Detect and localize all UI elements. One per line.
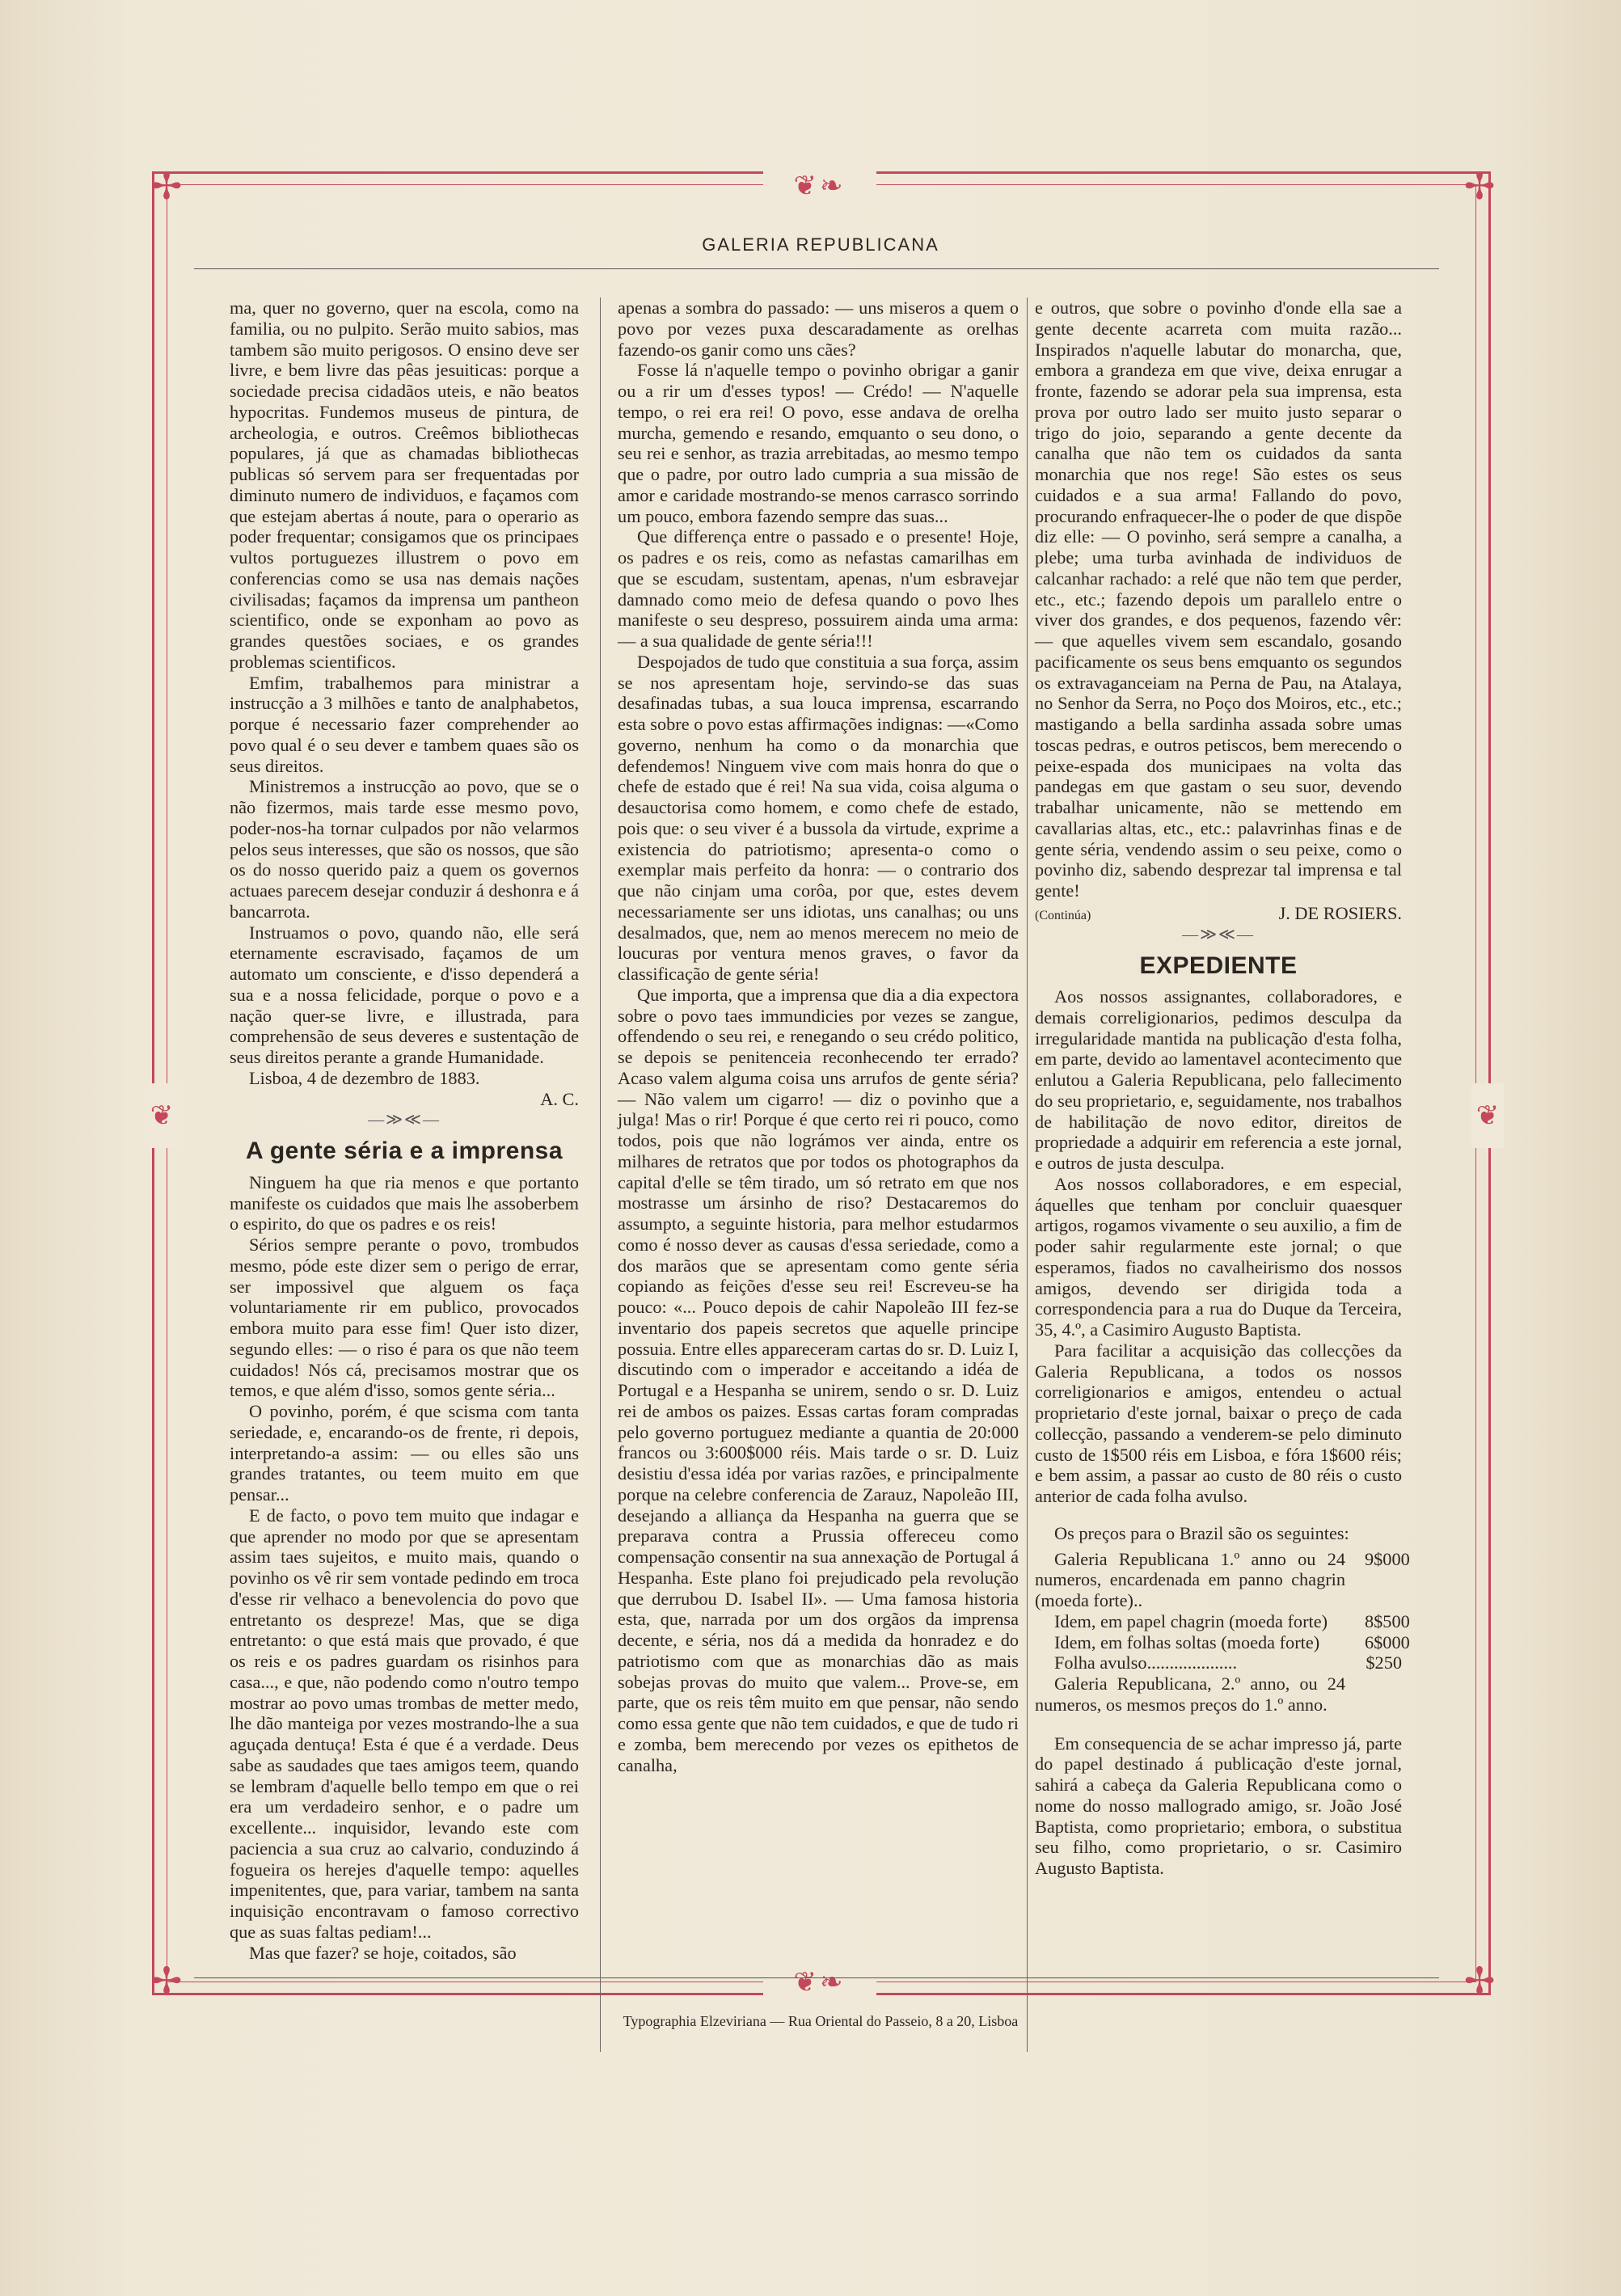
price-value: $250 xyxy=(1366,1652,1402,1673)
right-ornament-icon: ❦ xyxy=(1471,1083,1504,1148)
price-value: 9$000 xyxy=(1365,1548,1410,1569)
corner-ornament-icon: ✢ xyxy=(1463,1959,1496,2003)
paragraph: Ministremos a instrucção ao povo, que se o não fizermos, mais tarde esse mesmo povo, poder-nos-ha tornar culpados por não velarmos pelos seus interesses, que são os nossos, que são os do nosso querido paiz a quem os governos actuaes parecem desejar conduzir á deshonra e á bancarrota. xyxy=(230,776,579,922)
paragraph: Sérios sempre perante o povo, trombudos mesmo, póde este dizer sem o perigo de errar, ser impossivel que alguem os faça voluntariamente rir em publico, provocados embora muito para esse fim! Quer isto dizer, segundo elles: — o riso é para os que não teem cuidados! Nós cá, precisamos mostrar que os temos, e que além d'isso, somos gente séria... xyxy=(230,1235,579,1401)
continua-note: (Continúa) xyxy=(1035,908,1091,922)
bottom-ornament-icon: ❦❧ xyxy=(763,1966,876,1998)
corner-ornament-icon: ✢ xyxy=(150,1959,183,2003)
price-value: 8$500 xyxy=(1365,1610,1410,1631)
price-row xyxy=(1035,1631,1410,1653)
paragraph: Instruamos o povo, quando não, elle será eternamente escravisado, façamos de um automato um consciente, e d'isso dependerá a sua e a nossa felicidade, porque o povo e a nação quer-se livre, e illustrada, para comprehensão de seus deveres e sustentação de seus direitos perante a grande Humanidade. xyxy=(230,922,579,1067)
corner-ornament-icon: ✢ xyxy=(150,164,183,208)
corner-ornament-icon: ✢ xyxy=(1463,164,1496,208)
paragraph: Os preços para o Brazil são os seguintes: xyxy=(1054,1522,1349,1543)
paragraph: O povinho, porém, é que scisma com tanta seriedade, e, encarando-os de frente, ri depois, interpretando-a assim: — ou elles são uns grandes tratantes, ou teem muito em que pensar... xyxy=(230,1401,579,1505)
paragraph: Fosse lá n'aquelle tempo o povinho obrigar a ganir ou a rir um d'esses typos! — Crédo! — N'aquelle tempo, o rei era rei! O povo, esse andava de orelha murcha, gemendo e resando, emquanto o seu dono, o seu rei e senhor, as trazia arrebitadas, ao mesmo tempo que o padre, por outro lado cumpria a sua missão de amor e caridade mostrando-se menos carrasco sorrindo um pouco, embora fazendo sempre das suas... xyxy=(618,360,1019,526)
expediente-heading: EXPEDIENTE xyxy=(1139,952,1298,979)
article-end xyxy=(1035,903,1402,924)
paragraph: Que differença entre o passado e o presente! Hoje, os padres e os reis, como as nefastas camarilhas em que se escudam, sustentam, apenas, n'um esbravejar damnado como meio de defesa quando o povo lhes manifeste o seu despreso, possuirem ainda uma arma: — a sua qualidade de gente séria!!! xyxy=(618,526,1019,651)
paragraph: E de facto, o povo tem muito que indagar e que aprender no modo por que se apresentam assim taes sujeitos, e muito mais, quando o povinho os vê rir sem vontade pedindo em troca d'esse rir velhaco a benevolencia do povo que entretanto os despreze! Mas, que se diga entretanto: o que está mais que provado, é que os reis e os padres guardam os risinhos para casa..., e que, não podendo como n'outro tempo mostrar ao povo umas trombas de metter medo, lhe dão manteiga por vezes mostrando-lhe a sua aguçada dentuça! Esta é que é a verdade. Deus sabe as saudades que taes amigos teem, quando se lembram d'aquelle bello tempo em que o rei era um verdadeiro senhor, e o padre um excellente... inquisidor, levando este com paciencia a sua cruz ao calvario, conduzindo á fogueira os herejes d'aquelle tempo: aquelles impenitentes, que, para variar, tambem na santa inquisição encontravam o famoso correctivo que as suas faltas pediam!... xyxy=(230,1505,579,1942)
price-desc: Folha avulso.................... xyxy=(1054,1652,1238,1673)
paragraph: Para facilitar a acquisição das collecções da Galeria Republicana, a todos os nossos correligionarios e amigos, entendeu o actual proprietario d'este jornal, baixar o preço de cada collecção, passando a venderem-se pelo diminuto custo de 1$500 réis em Lisboa, e fóra 1$600 réis; e bem assim, a passar ao custo de 80 réis o custo anterior de cada folha avulso. xyxy=(1035,1340,1402,1507)
masthead: GALERIA REPUBLICANA xyxy=(702,234,939,255)
paragraph: Emfim, trabalhemos para ministrar a instrucção a 3 milhões e tanto de analphabetos, porque é necessario fazer comprehender ao povo qual é o seu dever e tambem quaes são os seus direitos. xyxy=(230,672,579,776)
paragraph: Ninguem ha que ria menos e que portanto manifeste os cuidados que mais lhe assoberbem o espirito, do que os padres e os reis! xyxy=(230,1171,579,1235)
column-1 xyxy=(230,298,579,1963)
paragraph: ma, quer no governo, quer na escola, como na familia, ou no pulpito. Serão muito sabios, mas tambem são muito perigosos. O ensino deve ser livre, e bem livre das pêas jesuiticas: porque a sociedade precisa cidadãos uteis, e não beatos hypocritas. Fundemos museus de pintura, de archeologia, e outros. Creêmos bibliothecas populares, já que as chamadas bibliothecas publicas só servem para ser frequentadas por diminuto numero de individuos, e façamos com que estejam abertas á noute, para o operario as poder frequentar; consigamos que os principaes vultos portuguezes illustrem o povo em conferencias como se usa nas demais nações civilisadas; façamos da imprensa um pantheon scientifico, onde se exponham ao povo as grandes questões sociaes, e os grandes problemas scientificos. xyxy=(230,298,579,672)
section-divider: —≫≪— xyxy=(368,1111,441,1129)
price-row xyxy=(1035,1610,1410,1632)
price-row xyxy=(1035,1548,1410,1611)
column-3 xyxy=(1035,298,1410,1879)
masthead-rule xyxy=(194,268,1439,269)
printer-footer: Typographia Elzeviriana — Rua Oriental do Passeio, 8 a 20, Lisboa xyxy=(623,2013,1019,2029)
paragraph: Em consequencia de se achar impresso já, parte do papel destinado á publicação d'este jornal, sahirá a cabeça da Galeria Republicana como o nome do nosso mallogrado amigo, sr. João José Baptista, como proprietario; embora, o substitua seu filho, como proprietario, o sr. Casimiro Augusto Baptista. xyxy=(1035,1733,1402,1879)
article-heading: A gente séria e a imprensa xyxy=(245,1137,564,1165)
price-value xyxy=(1345,1673,1402,1716)
top-ornament-icon: ❦❧ xyxy=(763,170,876,202)
paragraph: e outros, que sobre o povinho d'onde ella sae a gente decente acarreta com muita razão... Inspirados n'aquelle labutar do monarcha, que, embora a grandeza em que vive, deixa enrugar a fronte, fazendo se adorar pela sua imprensa, esta prova por outro lado ser muito justo separar o trigo do joio, separando a gente decente da canalha que não tem os cuidados da santa monarchia que nos rege! São estes os seus cuidados e a sua arma! Fallando do povo, procurando enfraquecer-lhe o poder de que dispõe diz elle: — O povinho, será sempre a canalha, a plebe; uma turba avinhada de individuos de calcanhar rachado: a relé que não tem que perder, etc., etc.; fazendo depois um parallelo entre o viver dos grandes, e dos pequenos, fazendo vêr: — que aquelles vivem sem escandalo, gosando pacificamente os seus bens emquanto os segundos os extravaganceiam na Perna de Pau, na Atalaya, no Senhor da Serra, no Poço dos Moiros, etc., etc.; mastigando a bella sardinha assada sobre umas toscas pedras, e outros petiscos, bem merecendo o peixe-espada dos municipaes na volta das pandegas em que gastam o seu suor, devendo trabalhar unicamente, não se mettendo em cavallarias altas, etc., etc.: palavrinhas finas e de gente séria, vendendo assim o seu peixe, como o povinho diz, sabendo desprezar tal imprensa e tal gente! xyxy=(1035,298,1402,901)
paragraph: Que importa, que a imprensa que dia a dia expectora sobre o povo taes immundicies por vezes se zangue, offendendo o seu rei, e renegando o seu crédo politico, se depois se penitenceia reconhecendo ter errado? Acaso valem alguma coisa uns arrufos de gente séria? — Não valem um cigarro! — diz o povinho que a julga! Mas o rir! Porque é que certo rei ri pouco, como todos, pois que não lográmos ver ainda, entre os milhares de retratos que por todos os photographos da capital d'elle se têm tirado, um só retrato em que nos mostrasse um ársinho de riso? Destacaremos do assumpto, a seguinte historia, para melhor estudarmos como é nosso dever as causas d'essa seriedade, como a dos marãos que se apresentam como gente séria copiando as feições d'esse seu rei! Escreveu-se ha pouco: «... Pouco depois de cahir Napoleão III fez-se inventario dos papeis secretos que aquelle principe possuia. Entre elles appareceram cartas do sr. D. Luiz I, discutindo com o imperador e acceitando a idéa de Portugal e a Hespanha se unirem, sendo o sr. D. Luiz rei de ambos os paizes. Essas cartas foram compradas pelo governo portuguez mediante a quantia de 20:000 francos ou 3:600$000 réis. Mais tarde o sr. D. Luiz desistiu d'essa idéa por varias razões, e principalmente porque na celebre conferencia de Zarauz, Napoleão III, desejando a alliança da Hespanha na guerra que se preparava contra a Prussia offereceu como compensação consentir na sua annexação de Portugal á Hespanha. Este plano foi prejudicado pela revolução que derrubou D. Isabel II». — Uma famosa historia esta, que, narrada por um dos orgãos da imprensa decente, e séria, nos dá a medida da honradez e do patriotismo com que as monarchias dão as mais sobejas provas do muito que valem... Prove-se, em parte, que os reis têm muito em que pensar, não sendo como essa gente que não tem cuidados, e que de tudo ri e zomba, bem merecendo por vezes os epithetos de canalha, xyxy=(618,984,1019,1775)
price-desc: Galeria Republicana 1.º anno ou 24 numeros, encardenada em panno chagrin (moeda forte).. xyxy=(1035,1548,1345,1611)
column-separator xyxy=(600,298,601,2052)
paragraph: Despojados de tudo que constituia a sua força, assim se nos apresentam hoje, servindo-se das suas desafinadas tubas, a sua louca imprensa, escarrando esta sobre o povo estas affirmações indignas: —«Como governo, nenhum ha como o da monarchia que defendemos! Ninguem vive com mais honra do que o chefe de estado que é rei! Na sua vida, coisa alguma o desauctorisa como homem, e como chefe de estado, pois que: o seu viver é a bussola da virtude, exprime a existencia do patriotismo; apresenta-o como o exemplar mais perfeito da honra: — o contrario dos que não cinjam uma corôa, por que, estes devem necessariamente ser uns idiotas, uns canalhas; ou uns desalmados, que, nem ao menos merecem no meio de loucuras por ventura menos graves, o favor da classificação de gente séria! xyxy=(618,651,1019,984)
bottom-rule xyxy=(194,1977,1439,1978)
paragraph: Aos nossos assignantes, collaboradores, e demais correligionarios, pedimos desculpa da irregularidade mantida na publicação d'esta folha, em parte, devido ao lamentavel acontecimento que enlutou a Galeria Republicana, pelo fallecimento do seu proprietario, e, seguidamente, nos trabalhos de habilitação de novo editor, direitos de propriedade a adquirir em referencia a este jornal, e outros de justa desculpa. xyxy=(1035,986,1402,1174)
price-desc: Idem, em papel chagrin (moeda forte) xyxy=(1054,1610,1328,1631)
paragraph: apenas a sombra do passado: — uns miseros a quem o povo por vezes puxa descaradamente as orelhas fazendo-os ganir como uns cães? xyxy=(618,298,1019,360)
paragraph: Aos nossos collaboradores, e em especial, áquelles que tenham por concluir quaesquer artigos, rogamos vivamente o seu auxilio, a fim de poder sahir regularmente este jornal; o que esperamos, fiados no cavalheirismo dos nossos amigos, devendo ser dirigida toda a correspondencia para a rua do Duque da Terceira, 35, 4.º, a Casimiro Augusto Baptista. xyxy=(1035,1173,1402,1340)
paragraph: Mas que fazer? se hoje, coitados, são xyxy=(249,1942,517,1963)
price-list xyxy=(1035,1548,1410,1716)
price-value: 6$000 xyxy=(1365,1631,1410,1652)
dateline: Lisboa, 4 de dezembro de 1883. xyxy=(249,1067,480,1088)
column-2 xyxy=(618,298,1019,1775)
left-ornament-icon: ❦ xyxy=(146,1083,178,1148)
price-row xyxy=(1035,1652,1402,1673)
signature: J. DE ROSIERS. xyxy=(1278,902,1402,923)
price-desc: Galeria Republicana, 2.º anno, ou 24 numeros, os mesmos preços do 1.º anno. xyxy=(1035,1673,1345,1715)
section-divider: —≫≪— xyxy=(1182,925,1255,943)
price-row xyxy=(1035,1673,1402,1716)
column-separator xyxy=(1027,298,1028,2052)
price-desc: Idem, em folhas soltas (moeda forte) xyxy=(1054,1631,1320,1652)
signature: A. C. xyxy=(540,1088,579,1109)
